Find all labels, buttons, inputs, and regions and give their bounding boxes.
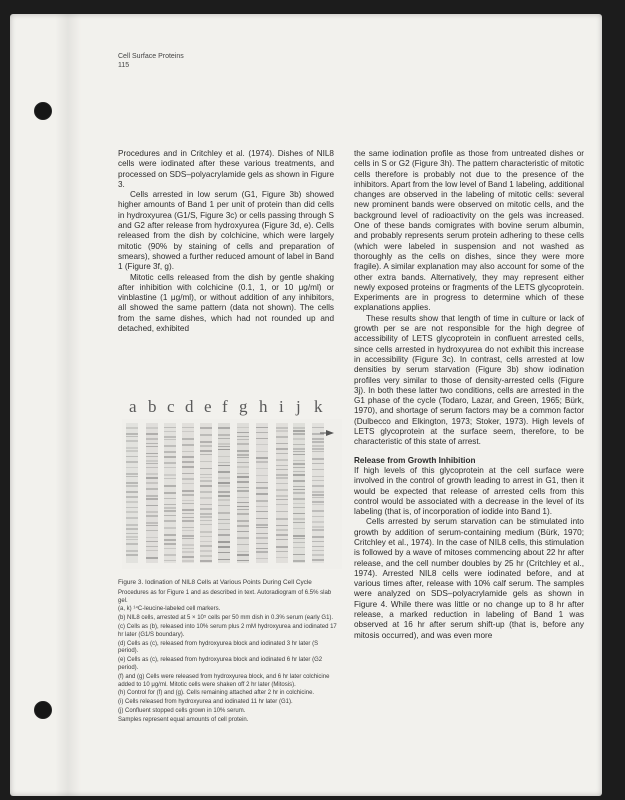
right-paragraph-4: Cells arrested by serum starvation can be stimulated into growth by addition of serum-containing medium (Bürk, 1970; Critchley et al., 1974). In the case of NIL8 cells, this stimulation is followed by a wave of mitoses commencing about 22 hr after release, and the cell number doubles by 25 hr (Critchley et al., 1974). Arrested NIL8 cells were iodinated before, and at various times after, release with 10% calf serum. The samples were analyzed on SDS–polyacrylamide gels as shown in Figure 4. While there was little or no change up to 8 hr after release, a marked reduction in labeling of Band 1 was observed at 16 hr after serum shift-up (that is, before any mitosis occurred), and was even more xyxy=(354,517,584,640)
gel-lane xyxy=(200,423,212,563)
punch-hole-bottom xyxy=(34,701,52,719)
right-paragraph-1: the same iodination profile as those from untreated dishes or cells in S or G2 (Figure 3h). The pattern characteristic of mitotic cells therefore is probably not due to the presence of the inhibitors. Apart from the low level of Band 1 labeling, additional changes are observed in the labeling of mitotic cells: several new prominent bands were observed on mitotic cells, and the background level of radioactivity on the gels was increased. One of these bands comigrates with bovine serum albumin, and probably represents serum protein adhering to these cells (which were labeled in suspension and not washed as thoroughly as the cells on dishes, since they were more fragile). A similar explanation may also account for some of the other extra bands. Alternatively, they may represent either newly exposed proteins or fragments of the LETS glycoprotein. Experiments are in progress to determine which of these explanations applies. xyxy=(354,149,584,313)
gel-lane xyxy=(312,423,324,563)
section-heading: Release from Growth Inhibition xyxy=(354,455,476,465)
right-column xyxy=(354,149,584,641)
gel-autoradiogram xyxy=(122,419,342,569)
caption-line: Samples represent equal amounts of cell protein. xyxy=(118,716,249,723)
caption-line: (e) Cells as (c), released from hydroxyurea block and iodinated 6 hr later (G2 period). xyxy=(118,657,323,671)
lane-label-d: d xyxy=(185,397,194,416)
caption-line: Procedures as for Figure 1 and as described in text. Autoradiogram of 6.5% slab gel. xyxy=(118,589,332,604)
lane-label-h: h xyxy=(259,397,268,416)
left-paragraph-1: Procedures and in Critchley et al. (1974). Dishes of NIL8 cells were iodinated after these various treatments, and processed on SDS–polyacrylamide gels as shown in Figure 3. xyxy=(118,149,334,189)
lane-label-b: b xyxy=(148,397,157,416)
page-number: 115 xyxy=(118,62,130,69)
caption-line: (i) Cells released from hydroxyurea and iodinated 11 hr later (G1). xyxy=(118,699,293,706)
right-paragraph-3: If high levels of this glycoprotein at the cell surface were involved in the control of growth leading to arrest in G1, then it would be expected that release of arrested cells from this control would be associated with a decrease in the level of its labeling (that is, of incorporation of iodide into Band 1). xyxy=(354,465,584,517)
caption-line: (f) and (g) Cells were released from hydroxyurea block, and 6 hr later colchicine added to 10 μg/ml. Mitotic cells were shaken off 2 hr later (Mitosis). xyxy=(118,673,330,688)
lane-label-i: i xyxy=(279,397,284,416)
gel-lanes xyxy=(126,423,324,563)
lane-label-a: a xyxy=(129,397,137,416)
gel-lane xyxy=(146,423,158,563)
page-shadow xyxy=(55,14,81,796)
figure-3 xyxy=(122,397,342,571)
gel-lane xyxy=(293,423,305,563)
document-page xyxy=(10,14,602,796)
gel-lane xyxy=(237,423,249,563)
lane-label-g: g xyxy=(239,397,248,416)
gel-lane xyxy=(218,423,230,563)
caption-title: Figure 3. Iodination of NIL8 Cells at Various Points During Cell Cycle xyxy=(118,579,312,586)
gel-lane xyxy=(276,423,288,563)
gel-lane xyxy=(164,423,176,563)
lane-label-k: k xyxy=(314,397,323,416)
right-paragraph-2: These results show that length of time in culture or lack of growth per se are not responsible for the high degree of accessibility of LETS glycoprotein in confluent arrested cells, since cells arrested in hydroxyurea do not exhibit this increase in accessibility (Figure 3c). In contrast, cells arrested at low densities by serum starvation (Figure 3b) show iodination profiles very similar to those of density-arrested cells (Figure 3j). In both these latter two conditions, cells are arrested in the G1 phase of the cycle (Todaro, Lazar, and Green, 1965; Bürk, 1970), and shortage of serum factors may be a common factor (Dulbecco and Elkington, 1973; Stoker, 1973). High levels of LETS glycoprotein at the surface seem, therefore, to be characteristic of this state of arrest. xyxy=(354,313,584,447)
caption-line: (d) Cells as (c), released from hydroxyurea block and iodinated 3 hr later (S period). xyxy=(118,640,319,655)
gel-lane xyxy=(126,423,138,563)
lane-label-c: c xyxy=(167,397,175,416)
caption-line: (j) Confluent stopped cells grown in 10% serum. xyxy=(118,707,246,714)
figure-caption xyxy=(118,579,338,726)
gel-lane xyxy=(256,423,268,563)
lane-label-f: f xyxy=(222,397,228,416)
left-paragraph-3: Mitotic cells released from the dish by gentle shaking after inhibition with colchicine (0.1, 1, or 10 μg/ml) or vinblastine (1 μg/ml), or without addition of any inhibitors, all showed the same pattern (data not shown). The cells from the same dishes, which had not rounded up and detached, exhibited xyxy=(118,272,334,334)
left-column xyxy=(118,149,334,334)
caption-line: (h) Control for (f) and (g). Cells remaining attached after 2 hr in colchicine. xyxy=(118,690,315,697)
running-head-title: Cell Surface Proteins xyxy=(118,53,184,60)
gel-lane xyxy=(182,423,194,563)
left-paragraph-2: Cells arrested in low serum (G1, Figure 3b) showed higher amounts of Band 1 per unit of protein than did cells in hydroxyurea (G1/S, Figure 3c) or cells passing through S and G2 after release from hydroxyurea (Figure 3d, e). Cells released from the dish by colchicine, which were largely mitotic (90% by staining of cells and preparation of smears), showed a further reduced amount of label in Band 1 (Figure 3f, g). xyxy=(118,190,334,272)
caption-line: (b) NIL8 cells, arrested at 5 × 10⁵ cells per 50 mm dish in 0.3% serum (early G1). xyxy=(118,615,334,622)
running-head xyxy=(118,52,184,70)
lane-label-e: e xyxy=(204,397,212,416)
punch-hole-top xyxy=(34,102,52,120)
lane-label-j: j xyxy=(296,397,301,416)
lane-labels xyxy=(126,397,340,417)
caption-line: (a, k) ¹⁴C-leucine-labeled cell markers. xyxy=(118,606,221,613)
caption-line: (c) Cells as (b), released into 10% serum plus 2 mM hydroxyurea and iodinated 17 hr later (G1/S boundary). xyxy=(118,623,337,638)
